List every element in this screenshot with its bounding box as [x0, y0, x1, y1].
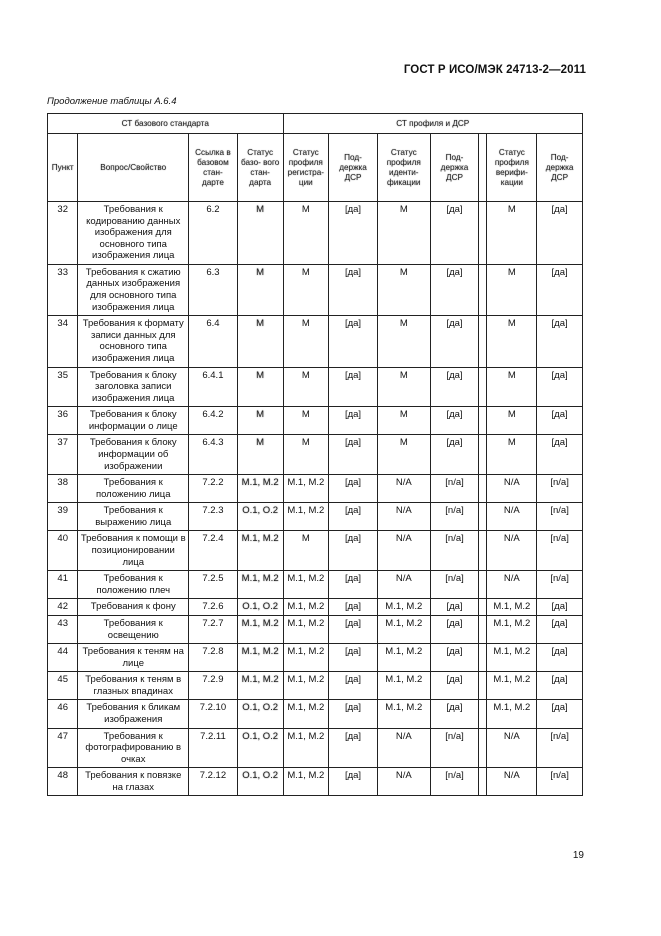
table-row — [48, 367, 583, 407]
cell-id-status: M.1, M.2 — [377, 672, 430, 700]
cell-reg-status: M.1, M.2 — [283, 644, 329, 672]
cell-ver-support: [n/a] — [537, 768, 583, 796]
cell-reg-support: [да] — [329, 202, 378, 265]
table-row — [48, 264, 583, 315]
cell-ver-support: [да] — [537, 367, 583, 407]
cell-reg-support: [да] — [329, 644, 378, 672]
cell-base-status: M — [237, 435, 283, 475]
cell-id-status: N/A — [377, 475, 430, 503]
cell-reg-support: [да] — [329, 531, 378, 571]
cell-item: 48 — [48, 768, 78, 796]
cell-reference: 7.2.10 — [189, 700, 238, 728]
cell-id-support: [n/a] — [430, 475, 479, 503]
cell-question: Требования к сжатию данных изображения для основного типа изображения лица — [78, 264, 189, 315]
cell-reg-support: [да] — [329, 728, 378, 768]
cell-question: Требования к помощи в позиционировании лица — [78, 531, 189, 571]
cell-question: Требования к теням на лице — [78, 644, 189, 672]
cell-question: Требования к блоку информации о лице — [78, 407, 189, 435]
cell-base-status: M.1, M.2 — [237, 475, 283, 503]
cell-id-support: [да] — [430, 700, 479, 728]
cell-base-status: M — [237, 407, 283, 435]
cell-reference: 6.3 — [189, 264, 238, 315]
cell-ver-status: N/A — [487, 728, 537, 768]
cell-item: 37 — [48, 435, 78, 475]
cell-ver-support: [n/a] — [537, 475, 583, 503]
cell-reg-support: [да] — [329, 316, 378, 367]
cell-id-status: M — [377, 407, 430, 435]
cell-base-status: M — [237, 264, 283, 315]
cell-ver-support: [да] — [537, 615, 583, 643]
cell-ver-support: [n/a] — [537, 728, 583, 768]
table-row — [48, 768, 583, 796]
cell-reference: 7.2.5 — [189, 571, 238, 599]
cell-id-status: N/A — [377, 571, 430, 599]
cell-id-status: N/A — [377, 531, 430, 571]
cell-question: Требования к фотографированию в очках — [78, 728, 189, 768]
cell-ver-support: [да] — [537, 264, 583, 315]
table-row — [48, 672, 583, 700]
cell-ver-status: M.1, M.2 — [487, 672, 537, 700]
cell-reference: 6.2 — [189, 202, 238, 265]
separator-cell — [479, 503, 487, 531]
table-row — [48, 503, 583, 531]
table-row — [48, 407, 583, 435]
cell-ver-support: [да] — [537, 316, 583, 367]
cell-reg-support: [да] — [329, 615, 378, 643]
cell-ver-status: N/A — [487, 768, 537, 796]
cell-reg-support: [да] — [329, 435, 378, 475]
group-header-profile: СТ профиля и ДСР — [283, 114, 583, 134]
document-header: ГОСТ Р ИСО/МЭК 24713-2—2011 — [403, 64, 586, 76]
cell-ver-support: [да] — [537, 407, 583, 435]
group-header-base: СТ базового стандарта — [48, 114, 284, 134]
cell-base-status: O.1, O.2 — [237, 599, 283, 616]
cell-id-support: [да] — [430, 644, 479, 672]
cell-item: 45 — [48, 672, 78, 700]
cell-reg-status: M.1, M.2 — [283, 672, 329, 700]
cell-base-status: O.1, O.2 — [237, 728, 283, 768]
separator-cell — [479, 316, 487, 367]
cell-id-support: [да] — [430, 316, 479, 367]
separator-cell — [479, 599, 487, 616]
separator-cell — [479, 435, 487, 475]
cell-reg-status: M.1, M.2 — [283, 615, 329, 643]
cell-ver-support: [да] — [537, 700, 583, 728]
cell-question: Требования к кодированию данных изображения для основного типа изображения лица — [78, 202, 189, 265]
cell-base-status: M.1, M.2 — [237, 644, 283, 672]
cell-ver-status: N/A — [487, 531, 537, 571]
cell-reg-status: M.1, M.2 — [283, 475, 329, 503]
cell-id-support: [да] — [430, 202, 479, 265]
col-header-id-support: Под- держка ДСР — [430, 134, 479, 202]
cell-question: Требования к освещению — [78, 615, 189, 643]
col-header-question: Вопрос/Свойство — [78, 134, 189, 202]
cell-base-status: M — [237, 316, 283, 367]
table-row — [48, 435, 583, 475]
cell-reg-support: [да] — [329, 264, 378, 315]
cell-ver-support: [да] — [537, 435, 583, 475]
cell-base-status: M.1, M.2 — [237, 672, 283, 700]
cell-item: 40 — [48, 531, 78, 571]
cell-question: Требования к фону — [78, 599, 189, 616]
cell-reg-status: M — [283, 316, 329, 367]
cell-item: 35 — [48, 367, 78, 407]
separator-cell — [479, 531, 487, 571]
cell-id-support: [да] — [430, 407, 479, 435]
cell-ver-support: [да] — [537, 644, 583, 672]
cell-item: 34 — [48, 316, 78, 367]
separator-cell — [479, 768, 487, 796]
table-row — [48, 644, 583, 672]
cell-base-status: M.1, M.2 — [237, 571, 283, 599]
cell-id-status: M.1, M.2 — [377, 644, 430, 672]
cell-id-status: N/A — [377, 768, 430, 796]
cell-ver-support: [n/a] — [537, 531, 583, 571]
cell-id-support: [да] — [430, 672, 479, 700]
cell-id-support: [да] — [430, 264, 479, 315]
cell-reference: 6.4.2 — [189, 407, 238, 435]
cell-reg-status: M.1, M.2 — [283, 571, 329, 599]
cell-ver-support: [n/a] — [537, 571, 583, 599]
cell-reg-support: [да] — [329, 367, 378, 407]
cell-question: Требования к блоку информации об изображении — [78, 435, 189, 475]
cell-item: 39 — [48, 503, 78, 531]
cell-id-support: [да] — [430, 367, 479, 407]
table-row — [48, 531, 583, 571]
col-header-id-status: Статус профиля иденти- фикации — [377, 134, 430, 202]
cell-reg-status: M — [283, 531, 329, 571]
col-header-reg-status: Статус профиля регистра- ции — [283, 134, 329, 202]
cell-reference: 7.2.6 — [189, 599, 238, 616]
cell-question: Требования к повязке на глазах — [78, 768, 189, 796]
cell-base-status: O.1, O.2 — [237, 503, 283, 531]
col-header-base-status: Статус базо- вого стан- дарта — [237, 134, 283, 202]
cell-base-status: O.1, O.2 — [237, 768, 283, 796]
cell-reg-status: M.1, M.2 — [283, 700, 329, 728]
cell-id-status: M.1, M.2 — [377, 599, 430, 616]
cell-reference: 7.2.11 — [189, 728, 238, 768]
cell-id-support: [да] — [430, 435, 479, 475]
cell-item: 32 — [48, 202, 78, 265]
cell-id-status: M — [377, 367, 430, 407]
cell-id-status: M — [377, 202, 430, 265]
cell-reg-status: M.1, M.2 — [283, 728, 329, 768]
cell-ver-status: M.1, M.2 — [487, 599, 537, 616]
cell-reference: 7.2.3 — [189, 503, 238, 531]
table-row — [48, 599, 583, 616]
cell-item: 46 — [48, 700, 78, 728]
separator-cell — [479, 264, 487, 315]
table-row — [48, 728, 583, 768]
cell-id-status: M — [377, 316, 430, 367]
cell-id-support: [n/a] — [430, 503, 479, 531]
cell-question: Требования к выражению лица — [78, 503, 189, 531]
table-row — [48, 316, 583, 367]
cell-ver-status: M.1, M.2 — [487, 615, 537, 643]
cell-reference: 7.2.2 — [189, 475, 238, 503]
cell-base-status: M — [237, 367, 283, 407]
separator-cell — [479, 407, 487, 435]
cell-question: Требования к положению лица — [78, 475, 189, 503]
separator-cell — [479, 202, 487, 265]
cell-reference: 7.2.12 — [189, 768, 238, 796]
col-header-reference: Ссылка в базовом стан- дарте — [189, 134, 238, 202]
table-row — [48, 202, 583, 265]
page-number: 19 — [572, 850, 584, 861]
cell-item: 43 — [48, 615, 78, 643]
separator-cell — [479, 475, 487, 503]
cell-id-support: [n/a] — [430, 571, 479, 599]
cell-reg-support: [да] — [329, 768, 378, 796]
separator-cell — [479, 728, 487, 768]
cell-ver-status: N/A — [487, 503, 537, 531]
cell-question: Требования к теням в глазных впадинах — [78, 672, 189, 700]
cell-reference: 6.4.3 — [189, 435, 238, 475]
cell-reg-support: [да] — [329, 672, 378, 700]
cell-reg-status: M.1, M.2 — [283, 768, 329, 796]
cell-reg-status: M — [283, 202, 329, 265]
table-row — [48, 700, 583, 728]
table-row — [48, 571, 583, 599]
cell-id-status: M — [377, 435, 430, 475]
cell-reg-status: M — [283, 264, 329, 315]
cell-ver-status: N/A — [487, 571, 537, 599]
cell-id-support: [n/a] — [430, 728, 479, 768]
cell-item: 42 — [48, 599, 78, 616]
cell-ver-support: [да] — [537, 672, 583, 700]
cell-reference: 7.2.9 — [189, 672, 238, 700]
separator-cell — [479, 644, 487, 672]
cell-item: 36 — [48, 407, 78, 435]
cell-base-status: M.1, M.2 — [237, 531, 283, 571]
cell-ver-status: M — [487, 435, 537, 475]
cell-id-support: [да] — [430, 599, 479, 616]
cell-id-support: [да] — [430, 615, 479, 643]
separator-cell — [479, 672, 487, 700]
cell-ver-status: N/A — [487, 475, 537, 503]
cell-question: Требования к положению плеч — [78, 571, 189, 599]
cell-id-status: N/A — [377, 503, 430, 531]
col-header-ver-support: Под- держка ДСР — [537, 134, 583, 202]
cell-reference: 6.4 — [189, 316, 238, 367]
col-header-reg-support: Под- держка ДСР — [329, 134, 378, 202]
cell-reg-support: [да] — [329, 407, 378, 435]
cell-reference: 7.2.7 — [189, 615, 238, 643]
table-row — [48, 475, 583, 503]
cell-item: 41 — [48, 571, 78, 599]
cell-id-status: M — [377, 264, 430, 315]
cell-id-status: N/A — [377, 728, 430, 768]
cell-item: 38 — [48, 475, 78, 503]
cell-ver-status: M — [487, 264, 537, 315]
cell-ver-status: M — [487, 202, 537, 265]
cell-ver-support: [да] — [537, 599, 583, 616]
separator-column — [479, 134, 487, 202]
cell-ver-status: M — [487, 367, 537, 407]
cell-id-support: [n/a] — [430, 531, 479, 571]
cell-item: 44 — [48, 644, 78, 672]
cell-reg-status: M.1, M.2 — [283, 599, 329, 616]
cell-question: Требования к блоку заголовка записи изображения лица — [78, 367, 189, 407]
cell-reg-status: M — [283, 367, 329, 407]
cell-id-support: [n/a] — [430, 768, 479, 796]
cell-base-status: O.1, O.2 — [237, 700, 283, 728]
standard-table — [47, 113, 583, 796]
cell-reg-support: [да] — [329, 503, 378, 531]
col-header-ver-status: Статус профиля верифи- кации — [487, 134, 537, 202]
separator-cell — [479, 700, 487, 728]
separator-cell — [479, 571, 487, 599]
cell-id-status: M.1, M.2 — [377, 700, 430, 728]
cell-base-status: M — [237, 202, 283, 265]
separator-cell — [479, 615, 487, 643]
cell-reg-support: [да] — [329, 700, 378, 728]
cell-ver-support: [n/a] — [537, 503, 583, 531]
cell-question: Требования к бликам изображения — [78, 700, 189, 728]
cell-ver-status: M.1, M.2 — [487, 700, 537, 728]
cell-reg-status: M — [283, 407, 329, 435]
cell-ver-status: M — [487, 316, 537, 367]
cell-item: 33 — [48, 264, 78, 315]
separator-cell — [479, 367, 487, 407]
cell-base-status: M.1, M.2 — [237, 615, 283, 643]
cell-item: 47 — [48, 728, 78, 768]
table-body — [48, 202, 583, 796]
table-caption: Продолжение таблицы А.6.4 — [47, 96, 177, 107]
cell-reg-status: M.1, M.2 — [283, 503, 329, 531]
cell-reg-support: [да] — [329, 475, 378, 503]
cell-reg-support: [да] — [329, 599, 378, 616]
cell-ver-support: [да] — [537, 202, 583, 265]
cell-ver-status: M — [487, 407, 537, 435]
cell-reg-status: M — [283, 435, 329, 475]
cell-id-status: M.1, M.2 — [377, 615, 430, 643]
cell-reg-support: [да] — [329, 571, 378, 599]
cell-reference: 6.4.1 — [189, 367, 238, 407]
cell-ver-status: M.1, M.2 — [487, 644, 537, 672]
cell-reference: 7.2.8 — [189, 644, 238, 672]
table-row — [48, 615, 583, 643]
col-header-item: Пункт — [48, 134, 78, 202]
cell-question: Требования к формату записи данных для основного типа изображения лица — [78, 316, 189, 367]
cell-reference: 7.2.4 — [189, 531, 238, 571]
